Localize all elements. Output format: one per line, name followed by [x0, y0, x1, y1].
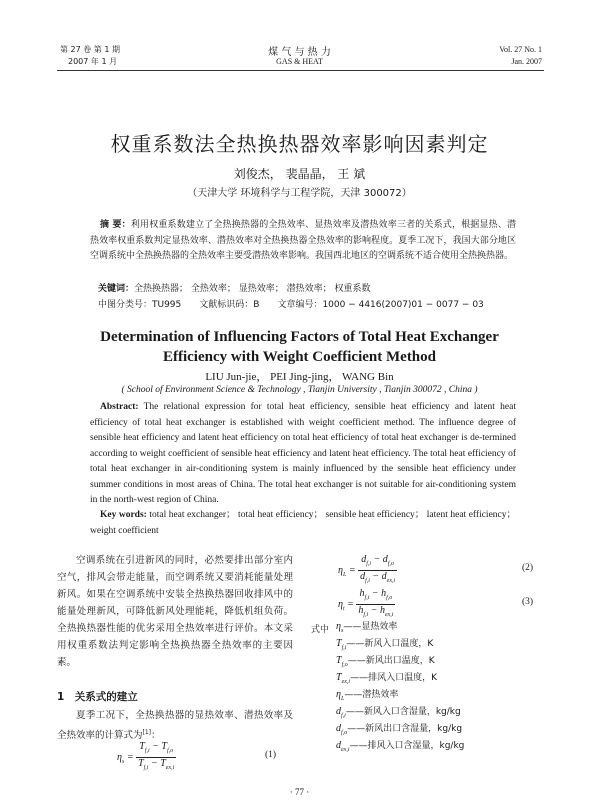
eq2-lhs: $\eta_L$ =	[338, 564, 356, 578]
citation-ref: [1]	[142, 729, 152, 736]
header-journal-cn: 煤 气 与 热 力	[268, 47, 331, 58]
abstract-en-text: The relational expression for total heat efficiency, sensible heat efficiency and latent heat efficiency of total heat exchanger is established with weight coefficient method. The influence degree of sensible heat efficiency and latent heat efficiency on total heat efficiency of total heat exchanger is de-termined according to weight coefficient of sensible heat efficiency and latent heat efficiency. The total heat efficiency of total heat exchanger in air-conditioning system is mainly influenced by the sensible heat efficiency under summer conditions in most areas of China. The total heat exchanger is not suitable for air-conditioning system in the north-west region of China.	[90, 402, 516, 505]
keywords-en-label: Key words:	[100, 510, 147, 520]
eq1-lhs: $\eta_s$ =	[117, 751, 134, 765]
equation-3-number: (3)	[522, 597, 534, 607]
equation-3	[338, 588, 395, 621]
section-heading-1: 1 关系式的建立	[57, 691, 138, 703]
title-en-line-1: Determination of Influencing Factors of Total Heat Exchanger	[100, 329, 499, 345]
keywords-cn-label: 关键词：	[98, 284, 135, 294]
equation-1	[117, 741, 176, 774]
abstract-en-label: Abstract:	[100, 402, 139, 412]
abstract-cn-label: 摘 要：	[100, 220, 131, 230]
authors-en: LIU Jun-jie， PEI Jing-jing， WANG Bin	[205, 371, 394, 383]
definition-item: $d_{ex,i}——$排风入口含湿量，kg/kg	[336, 740, 465, 753]
section-1-text	[57, 707, 293, 744]
authors-cn: 刘俊杰， 裴晶晶， 王 斌	[233, 167, 366, 181]
keywords-cn	[98, 281, 370, 294]
intro-paragraph: 空调系统在引进新风的同时，必然要排出部分室内空气，排风会带走能量，而空调系统又要消耗能量处理新风。如果在空调系统中安装全热换热器回收排风中的能量处理新风，可降低新风处理能耗，降低机组负荷。全热换热器性能的优劣采用全热效率进行评价。本文采用权重系数法判定影响全热换热器全热效率的主要因素。	[57, 555, 293, 668]
eq1-fraction: $\frac{T_{f,i} - T_{f,o}}{T_{f,i} - T_{ex,i}}$	[138, 741, 175, 771]
equation-2	[338, 554, 397, 587]
definition-item: $T_{f,o}——$新风出口温度，K	[336, 655, 435, 668]
definition-item: $\eta_s——$显热效率	[336, 621, 398, 634]
header-date-cn: 2007 年 1 月	[68, 57, 118, 66]
page-number: · 77 ·	[289, 787, 310, 797]
equation-2-number: (2)	[522, 563, 534, 573]
equation-1-number: (1)	[265, 750, 277, 760]
section-1-text-body: 夏季工况下，全热换热器的显热效率、潜热效率及全热效率的计算式为	[57, 710, 293, 742]
header-volume-cn: 第 27 卷 第 1 期	[60, 45, 120, 54]
definition-item: $T_{ex,i}——$排风入口温度，K	[336, 672, 437, 685]
eq3-fraction: $\frac{h_{f,i} - h_{f,o}}{h_{f,i} - h_{ex,i}}$	[358, 588, 394, 618]
keywords-en-text: total heat exchanger； total heat efficiency； sensible heat efficiency； latent heat efficiency； weight coefficient	[90, 510, 517, 536]
definition-item: $\eta_L——$潜热效率	[336, 689, 399, 702]
definition-item: $T_{f,i}——$新风入口温度，K	[336, 638, 434, 651]
title-en-line-2: Efficiency with Weight Coefficient Method	[162, 349, 436, 365]
eq3-lhs: $\eta_t$ =	[338, 598, 354, 612]
section-1-text-tail: ：	[151, 730, 161, 742]
definition-item: $d_{f,o}——$新风出口含湿量，kg/kg	[336, 723, 463, 736]
abstract-en	[90, 400, 516, 509]
where-label: 式中	[311, 625, 330, 635]
abstract-cn	[90, 218, 516, 265]
header-volume-en: Vol. 27 No. 1	[499, 45, 542, 54]
definition-item: $d_{f,i}——$新风入口含湿量，kg/kg	[336, 706, 461, 719]
affiliation-en: ( School of Environment Science & Technology , Tianjin University , Tianjin 300072 , China )	[121, 385, 478, 395]
header-rule	[57, 70, 544, 71]
header-journal-en: GAS & HEAT	[276, 57, 323, 66]
page-title: 权重系数法全热换热器效率影响因素判定	[110, 132, 489, 156]
classification-cn: 中图分类号：TU995 文献标识码：B 文章编号：1000 − 4416(2007)01 − 0077 − 03	[98, 300, 484, 310]
keywords-en	[90, 508, 516, 539]
keywords-cn-text: 全热换热器； 全热效率； 显热效率； 潜热效率； 权重系数	[134, 284, 371, 294]
eq2-fraction: $\frac{d_{f,i} - d_{f,o}}{d_{f,i} - d_{ex,i}}$	[360, 554, 396, 584]
header-date-en: Jan. 2007	[511, 57, 542, 66]
abstract-cn-text: 利用权重系数建立了全热换热器的全热效率、显热效率及潜热效率三者的关系式，根据显热、潜热效率权重系数判定显热效率、潜热效率对全热换热器全热效率的影响程度。夏季工况下，我国大部分地区空调系统中全热换热器的全热效率主要受潜热效率影响。我国西北地区的空调系统不适合使用全热换热器。	[90, 220, 516, 261]
affiliation-cn: （天津大学 环境科学与工程学院，天津 300072）	[187, 188, 412, 199]
